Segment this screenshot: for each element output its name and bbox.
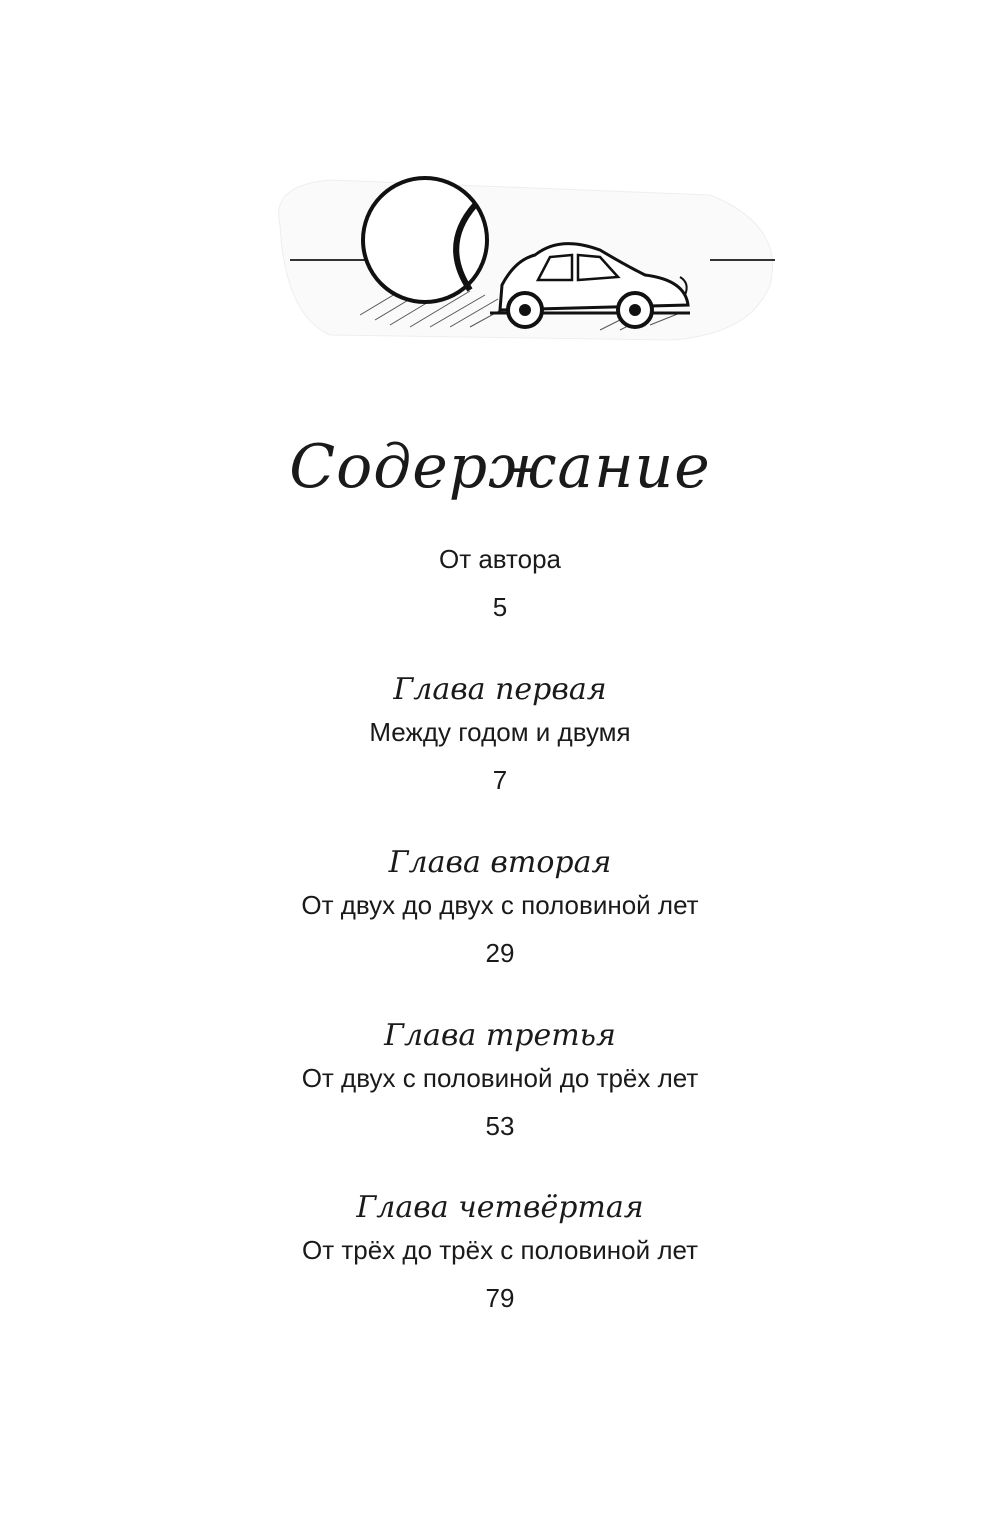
chapter-subtitle: От двух до двух с половиной лет: [301, 890, 699, 920]
ball-and-car-illustration: [270, 165, 790, 355]
chapter-page: 7: [492, 765, 508, 795]
chapter-subtitle: Между годом и двумя: [369, 717, 631, 747]
chapter-page: 53: [485, 1111, 515, 1141]
chapter-subtitle: От трёх до трёх с половиной лет: [301, 1235, 698, 1265]
chapter-page: 79: [485, 1283, 515, 1313]
toc-intro-page: 5: [492, 592, 508, 622]
chapter-heading: Глава третья: [384, 1018, 616, 1053]
toc-intro-label: От автора: [438, 544, 562, 574]
chapter-heading: Глава четвёртая: [356, 1190, 644, 1225]
chapter-heading: Глава первая: [393, 672, 607, 707]
chapter-heading: Глава вторая: [388, 845, 612, 880]
chapter-page: 29: [485, 938, 515, 968]
chapter-subtitle: От двух с половиной до трёх лет: [301, 1063, 699, 1093]
page-title: Содержание: [289, 432, 711, 502]
